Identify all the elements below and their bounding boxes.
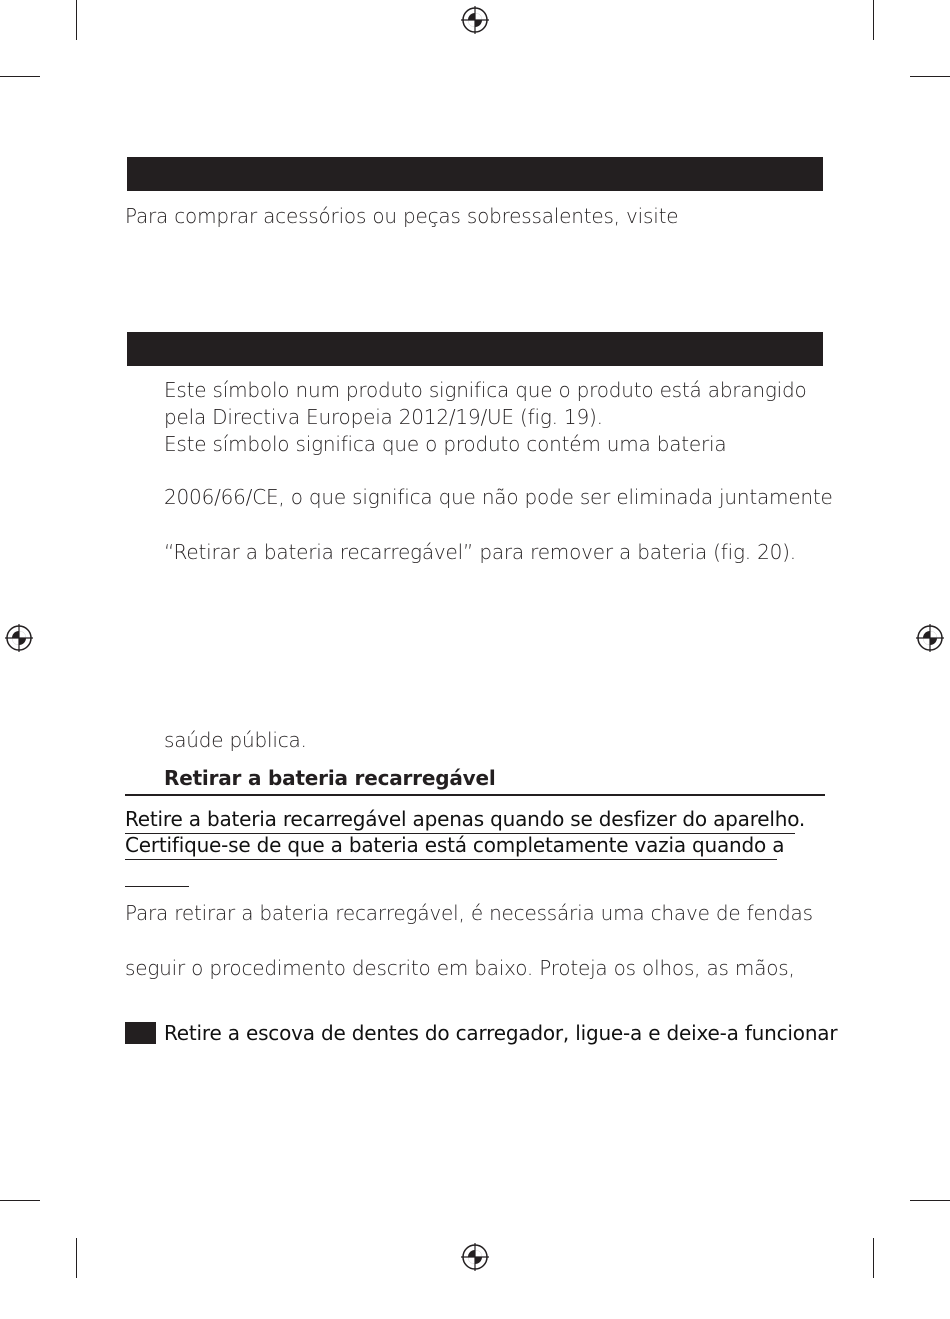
- crop-mark-bottom-right-h: [910, 1200, 950, 1201]
- warning-underline-2: [125, 859, 777, 860]
- crop-mark-top-left-h: [0, 76, 40, 77]
- body-line-1: Para retirar a bateria recarregável, é necessária uma chave de fendas: [125, 901, 813, 925]
- registration-mark-icon: [461, 1243, 489, 1271]
- warning-underline-3: [125, 886, 189, 887]
- recycling-line-5: “Retirar a bateria recarregável” para remover a bateria (fig. 20).: [164, 540, 796, 564]
- crop-mark-bottom-left-v: [76, 1238, 77, 1278]
- warning-line-2: Certifique-se de que a bateria está completamente vazia quando a: [125, 833, 785, 857]
- registration-mark-icon: [461, 6, 489, 34]
- recycling-line-6: saúde pública.: [164, 728, 307, 752]
- step-number-box: [125, 1022, 156, 1044]
- recycling-line-2: pela Directiva Europeia 2012/19/UE (fig. 19).: [164, 405, 603, 429]
- recycling-line-1: Este símbolo num produto significa que o produto está abrangido: [164, 378, 807, 402]
- recycling-line-4: 2006/66/CE, o que significa que não pode ser eliminada juntamente: [164, 485, 833, 509]
- registration-mark-icon: [916, 624, 944, 652]
- accessories-text: Para comprar acessórios ou peças sobressalentes, visite: [125, 204, 679, 228]
- section-heading-bar: [127, 157, 823, 191]
- section-heading-bar: [127, 332, 823, 366]
- crop-mark-top-right-v: [873, 0, 874, 40]
- crop-mark-top-right-h: [910, 76, 950, 77]
- warning-line-1: Retire a bateria recarregável apenas quando se desfizer do aparelho.: [125, 807, 806, 831]
- recycling-line-3: Este símbolo significa que o produto contém uma bateria: [164, 432, 727, 456]
- crop-mark-bottom-right-v: [873, 1238, 874, 1278]
- registration-mark-icon: [5, 624, 33, 652]
- step-1-text: Retire a escova de dentes do carregador, ligue-a e deixe-a funcionar: [164, 1021, 838, 1045]
- crop-mark-bottom-left-h: [0, 1200, 40, 1201]
- crop-mark-top-left-v: [76, 0, 77, 40]
- heading-rule: [125, 794, 825, 796]
- body-line-2: seguir o procedimento descrito em baixo. Proteja os olhos, as mãos,: [125, 956, 795, 980]
- battery-heading: Retirar a bateria recarregável: [164, 766, 496, 790]
